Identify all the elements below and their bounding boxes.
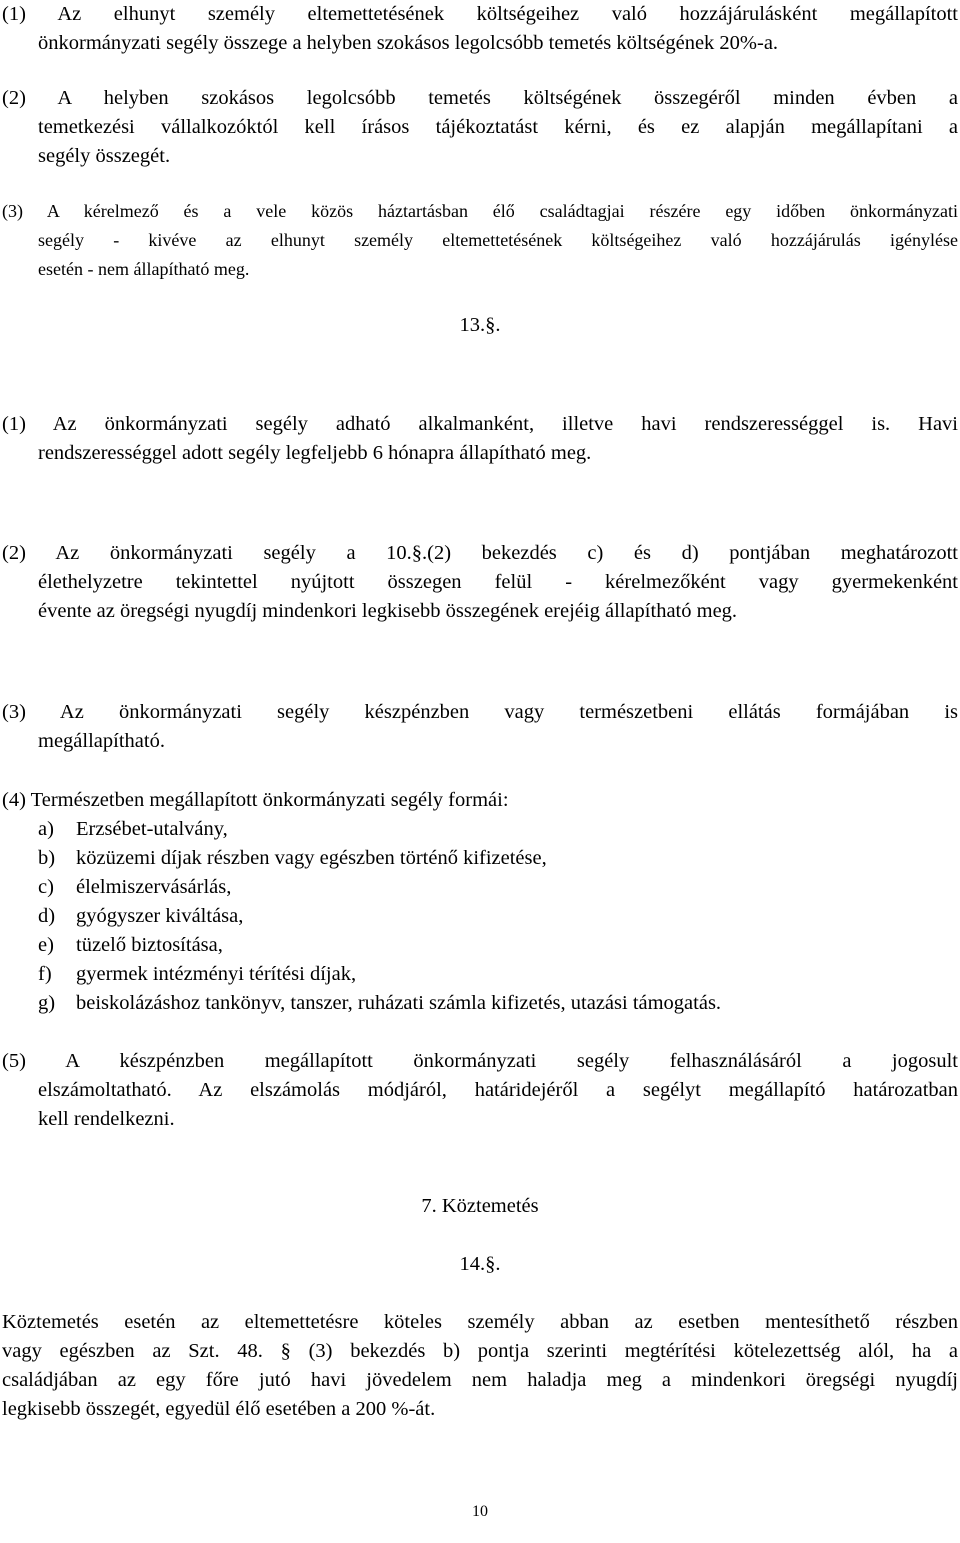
paragraph-line: Köztemetés esetén az eltemettetésre köteles személy abban az esetben mentesíthető részben	[2, 1311, 958, 1333]
chapter-heading-7: 7. Köztemetés	[421, 1195, 539, 1217]
paragraph-13-5	[0, 1047, 958, 1134]
paragraph-line: (1) Az elhunyt személy eltemettetésének költségeihez való hozzájárulásként megállapított	[2, 3, 958, 25]
list-marker: a)	[38, 818, 54, 840]
paragraph-line: évente az öregségi nyugdíj mindenkori legkisebb összegének erejéig állapítható meg.	[38, 600, 738, 622]
list-item	[0, 815, 958, 844]
list-item-text: tüzelő biztosítása,	[76, 934, 223, 956]
paragraph-line: önkormányzati segély összege a helyben szokásos legolcsóbb temetés költségének 20%-a.	[38, 32, 779, 54]
paragraph-1	[0, 0, 958, 58]
list-marker: e)	[38, 934, 54, 956]
paragraph-line: élethelyzetre tekintettel nyújtott összegen felül - kérelmezőként vagy gyermekenként	[38, 571, 958, 593]
paragraph-line: (3) Az önkormányzati segély készpénzben vagy természetbeni ellátás formájában is	[2, 701, 958, 723]
paragraph-line: kell rendelkezni.	[38, 1108, 175, 1130]
paragraph-13-1	[0, 410, 958, 468]
paragraph-line: elszámoltatható. Az elszámolás módjáról, határidejéről a segélyt megállapító határozatban	[38, 1079, 958, 1101]
paragraph-line: temetkezési vállalkozóktól kell írásos tájékoztatást kérni, és ez alapján megállapítani a	[38, 116, 958, 138]
list-marker: c)	[38, 876, 54, 898]
section-heading-14: 14.§.	[459, 1253, 501, 1275]
list-item	[0, 873, 958, 902]
paragraph-line: (2) Az önkormányzati segély a 10.§.(2) bekezdés c) és d) pontjában meghatározott	[2, 542, 958, 564]
list-item	[0, 989, 958, 1018]
paragraph-line: (1) Az önkormányzati segély adható alkalmanként, illetve havi rendszerességgel is. Havi	[2, 413, 958, 435]
paragraph-line: legkisebb összegét, egyedül élő esetében a 200 %-át.	[2, 1398, 436, 1420]
paragraph-line: (3) A kérelmező és a vele közös háztartásban élő családtagjai részére egy időben önkormányzati	[2, 201, 958, 221]
list-marker: f)	[38, 963, 52, 985]
paragraph-3	[0, 197, 958, 284]
list-intro: (4) Természetben megállapított önkormányzati segély formái:	[2, 789, 509, 811]
list-item-text: Erzsébet-utalvány,	[76, 818, 228, 840]
list-item-text: gyógyszer kiváltása,	[76, 905, 244, 927]
paragraph-line: (2) A helyben szokásos legolcsóbb temetés költségének összegéről minden évben a	[2, 87, 958, 109]
section-heading-13: 13.§.	[459, 314, 501, 336]
paragraph-line: segély - kivéve az elhunyt személy eltemettetésének költségeihez való hozzájárulás igénylése	[38, 230, 958, 250]
list-item-text: élelmiszervásárlás,	[76, 876, 232, 898]
list-item	[0, 931, 958, 960]
paragraph-14	[0, 1308, 958, 1424]
list-item	[0, 844, 958, 873]
paragraph-13-2	[0, 539, 958, 626]
paragraph-line: rendszerességgel adott segély legfeljebb 6 hónapra állapítható meg.	[38, 442, 592, 464]
paragraph-line: esetén - nem állapítható meg.	[38, 259, 250, 279]
paragraph-line: családjában az egy főre jutó havi jövedelem nem haladja meg a mindenkori öregségi nyugdíj	[2, 1369, 958, 1391]
paragraph-13-4	[0, 786, 958, 1018]
list-marker: d)	[38, 905, 56, 927]
list-item	[0, 960, 958, 989]
list-item-text: gyermek intézményi térítési díjak,	[76, 963, 357, 985]
paragraph-line: (5) A készpénzben megállapított önkormányzati segély felhasználásáról a jogosult	[2, 1050, 958, 1072]
list-item	[0, 902, 958, 931]
list-item-text: beiskolázáshoz tankönyv, tanszer, ruházati számla kifizetés, utazási támogatás.	[76, 992, 722, 1014]
list-item-text: közüzemi díjak részben vagy egészben történő kifizetése,	[76, 847, 547, 869]
list-marker: b)	[38, 847, 56, 869]
list-marker: g)	[38, 992, 56, 1014]
paragraph-line: megállapítható.	[38, 730, 165, 752]
paragraph-line: segély összegét.	[38, 145, 171, 167]
page-number: 10	[472, 1503, 488, 1520]
paragraph-2	[0, 84, 958, 171]
paragraph-13-3	[0, 698, 958, 756]
paragraph-line: vagy egészben az Szt. 48. § (3) bekezdés b) pontja szerinti megtérítési kötelezettség alól, ha a	[2, 1340, 958, 1362]
